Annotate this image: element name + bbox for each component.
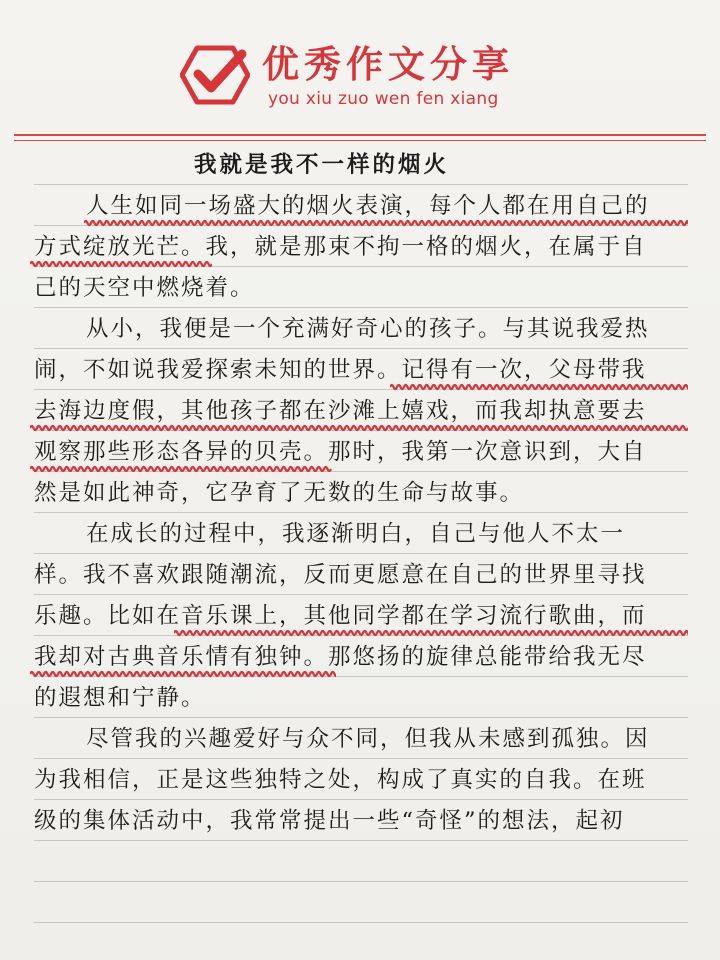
essay-line — [34, 800, 688, 841]
essay-line-text: 闹，不如说我爱探索未知的世界。记得有一次，父母带我 — [34, 357, 647, 383]
header-pinyin: you xiu zuo wen fen xiang — [268, 89, 499, 109]
header-divider — [14, 134, 706, 136]
essay-line — [34, 554, 688, 595]
essay-title: 我就是我不一样的烟火 — [194, 152, 450, 178]
essay-line-text: 观察那些形态各异的贝壳。那时，我第一次意识到，大自 — [34, 439, 647, 465]
essay-line-text: 级的集体活动中，我常常提出一些“奇怪”的想法，起初 — [34, 808, 625, 834]
essay-line-text: 在成长的过程中，我逐渐明白，自己与他人不太一 — [86, 521, 626, 547]
essay-line — [34, 267, 688, 308]
essay-line-text: 尽管我的兴趣爱好与众不同，但我从未感到孤独。因 — [86, 726, 650, 752]
essay-line — [34, 226, 688, 267]
essay-line-blank — [34, 841, 688, 882]
essay-line-text: 去海边度假，其他孩子都在沙滩上嬉戏，而我却执意要去 — [34, 398, 647, 424]
essay-line-text: 乐趣。比如在音乐课上，其他同学都在学习流行歌曲，而 — [34, 603, 647, 629]
essay-line-text: 样。我不喜欢跟随潮流，反而更愿意在自己的世界里寻找 — [34, 562, 647, 588]
essay-line — [34, 759, 688, 800]
checkmark-hexagon-icon — [180, 44, 250, 106]
essay-line — [34, 431, 688, 472]
essay-title-line — [34, 144, 688, 185]
essay-line-text: 然是如此神奇，它孕育了无数的生命与故事。 — [34, 480, 525, 506]
essay-line — [34, 513, 688, 554]
essay-line-blank — [34, 882, 688, 923]
essay-line — [34, 595, 688, 636]
essay-line-text: 的遐想和宁静。 — [34, 685, 206, 711]
essay-line — [34, 472, 688, 513]
essay-line-text: 我却对古典音乐情有独钟。那悠扬的旋律总能带给我无尽 — [34, 644, 647, 670]
header-title: 优秀作文分享 — [262, 42, 514, 86]
essay-line-text: 为我相信，正是这些独特之处，构成了真实的自我。在班 — [34, 767, 647, 793]
essay-line — [34, 308, 688, 349]
header-divider-thin — [14, 140, 706, 141]
essay-line — [34, 677, 688, 718]
essay-line — [34, 636, 688, 677]
essay-line-text: 人生如同一场盛大的烟火表演，每个人都在用自己的 — [86, 193, 650, 219]
essay-line-text: 己的天空中燃烧着。 — [34, 275, 255, 301]
essay-line — [34, 349, 688, 390]
essay-line-text: 从小，我便是一个充满好奇心的孩子。与其说我爱热 — [86, 316, 650, 342]
essay-line — [34, 718, 688, 759]
essay-line-text: 方式绽放光芒。我，就是那束不拘一格的烟火，在属于自 — [34, 234, 647, 260]
essay-line — [34, 185, 688, 226]
essay-line — [34, 390, 688, 431]
